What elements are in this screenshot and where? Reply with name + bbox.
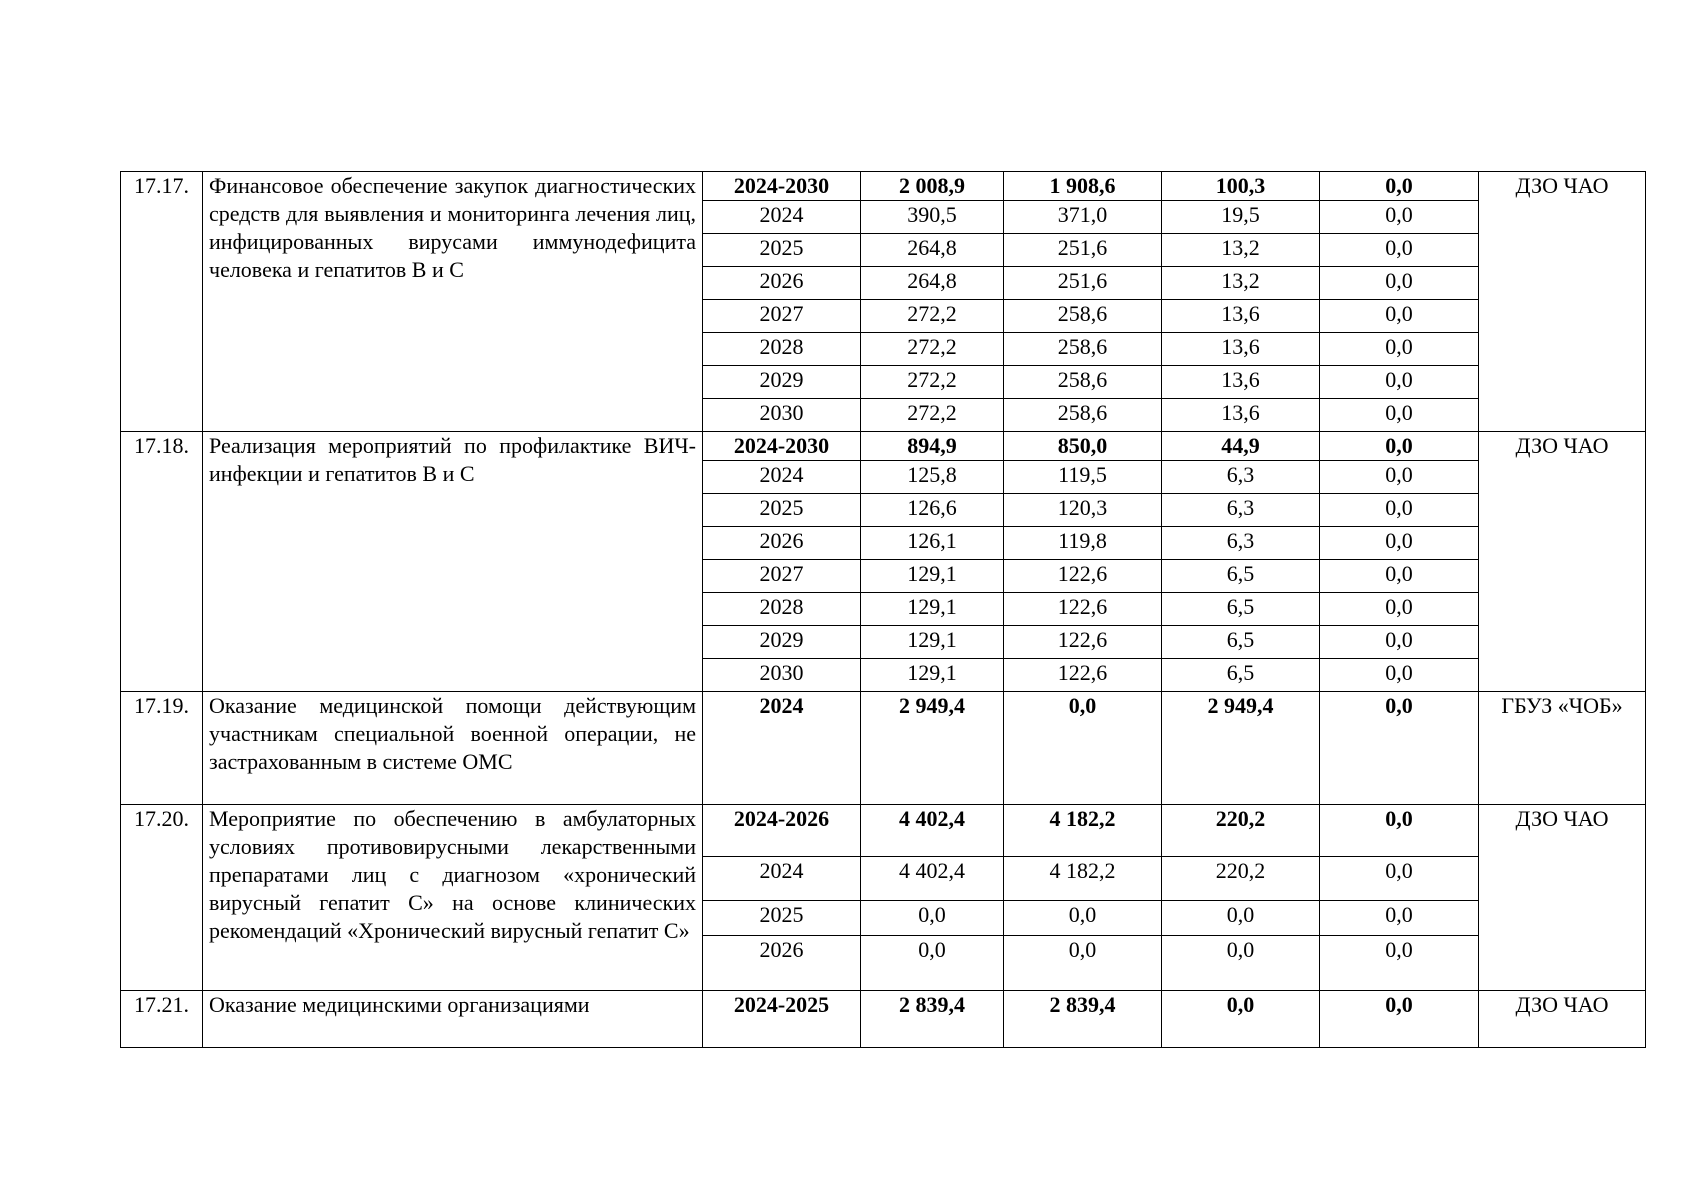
other-sources-cell: 0,0	[1320, 333, 1479, 366]
table-row	[121, 432, 1646, 461]
other-sources-cell: 0,0	[1320, 560, 1479, 593]
regional-budget-cell: 6,3	[1162, 527, 1320, 560]
other-sources-cell: 0,0	[1320, 805, 1479, 857]
regional-budget-cell: 6,3	[1162, 494, 1320, 527]
regional-budget-cell: 0,0	[1162, 936, 1320, 991]
total-amount-cell: 0,0	[861, 901, 1004, 936]
total-amount-cell: 264,8	[861, 234, 1004, 267]
other-sources-cell: 0,0	[1320, 461, 1479, 494]
period-cell: 2025	[703, 901, 861, 936]
total-amount-cell: 0,0	[861, 936, 1004, 991]
other-sources-cell: 0,0	[1320, 366, 1479, 399]
district-budget-cell: 371,0	[1004, 201, 1162, 234]
period-cell: 2029	[703, 366, 861, 399]
period-cell: 2026	[703, 527, 861, 560]
other-sources-cell: 0,0	[1320, 857, 1479, 901]
other-sources-cell: 0,0	[1320, 267, 1479, 300]
district-budget-cell: 122,6	[1004, 593, 1162, 626]
period-cell: 2030	[703, 399, 861, 432]
other-sources-cell: 0,0	[1320, 234, 1479, 267]
regional-budget-cell: 13,6	[1162, 366, 1320, 399]
district-budget-cell: 119,5	[1004, 461, 1162, 494]
regional-budget-cell: 13,6	[1162, 333, 1320, 366]
period-cell: 2028	[703, 593, 861, 626]
other-sources-cell: 0,0	[1320, 527, 1479, 560]
regional-budget-cell: 0,0	[1162, 901, 1320, 936]
table-row	[121, 692, 1646, 805]
district-budget-cell: 122,6	[1004, 560, 1162, 593]
total-amount-cell: 126,1	[861, 527, 1004, 560]
district-budget-cell: 4 182,2	[1004, 857, 1162, 901]
item-number: 17.21.	[121, 991, 203, 1048]
period-cell: 2025	[703, 234, 861, 267]
item-description: Оказание медицинскими организациями	[203, 991, 703, 1048]
item-description: Реализация мероприятий по профилактике ВИЧ-инфекции и гепатитов В и С	[203, 432, 703, 692]
table-body	[121, 172, 1646, 1048]
regional-budget-cell: 220,2	[1162, 857, 1320, 901]
total-amount-cell: 129,1	[861, 593, 1004, 626]
district-budget-cell: 258,6	[1004, 333, 1162, 366]
total-amount-cell: 129,1	[861, 626, 1004, 659]
regional-budget-cell: 13,6	[1162, 399, 1320, 432]
item-number: 17.17.	[121, 172, 203, 432]
item-number: 17.20.	[121, 805, 203, 991]
total-amount-cell: 2 839,4	[861, 991, 1004, 1048]
item-number: 17.18.	[121, 432, 203, 692]
other-sources-cell: 0,0	[1320, 626, 1479, 659]
total-amount-cell: 272,2	[861, 333, 1004, 366]
period-cell: 2024	[703, 692, 861, 805]
executor-cell: ДЗО ЧАО	[1479, 991, 1646, 1048]
district-budget-cell: 119,8	[1004, 527, 1162, 560]
total-amount-cell: 129,1	[861, 659, 1004, 692]
total-amount-cell: 2 008,9	[861, 172, 1004, 201]
executor-cell: ДЗО ЧАО	[1479, 172, 1646, 432]
district-budget-cell: 251,6	[1004, 234, 1162, 267]
district-budget-cell: 122,6	[1004, 626, 1162, 659]
total-amount-cell: 272,2	[861, 366, 1004, 399]
period-cell: 2025	[703, 494, 861, 527]
other-sources-cell: 0,0	[1320, 399, 1479, 432]
district-budget-cell: 4 182,2	[1004, 805, 1162, 857]
period-cell: 2024	[703, 461, 861, 494]
district-budget-cell: 120,3	[1004, 494, 1162, 527]
district-budget-cell: 850,0	[1004, 432, 1162, 461]
other-sources-cell: 0,0	[1320, 593, 1479, 626]
funding-table	[120, 171, 1646, 1048]
other-sources-cell: 0,0	[1320, 300, 1479, 333]
period-cell: 2028	[703, 333, 861, 366]
district-budget-cell: 258,6	[1004, 399, 1162, 432]
district-budget-cell: 251,6	[1004, 267, 1162, 300]
other-sources-cell: 0,0	[1320, 692, 1479, 805]
regional-budget-cell: 100,3	[1162, 172, 1320, 201]
district-budget-cell: 258,6	[1004, 366, 1162, 399]
regional-budget-cell: 19,5	[1162, 201, 1320, 234]
regional-budget-cell: 6,5	[1162, 593, 1320, 626]
district-budget-cell: 258,6	[1004, 300, 1162, 333]
period-cell: 2024-2030	[703, 432, 861, 461]
district-budget-cell: 122,6	[1004, 659, 1162, 692]
total-amount-cell: 272,2	[861, 300, 1004, 333]
total-amount-cell: 4 402,4	[861, 805, 1004, 857]
total-amount-cell: 390,5	[861, 201, 1004, 234]
executor-cell: ГБУЗ «ЧОБ»	[1479, 692, 1646, 805]
executor-cell: ДЗО ЧАО	[1479, 432, 1646, 692]
other-sources-cell: 0,0	[1320, 901, 1479, 936]
period-cell: 2027	[703, 300, 861, 333]
item-number: 17.19.	[121, 692, 203, 805]
other-sources-cell: 0,0	[1320, 201, 1479, 234]
table-row	[121, 805, 1646, 857]
other-sources-cell: 0,0	[1320, 494, 1479, 527]
other-sources-cell: 0,0	[1320, 432, 1479, 461]
total-amount-cell: 272,2	[861, 399, 1004, 432]
period-cell: 2024-2030	[703, 172, 861, 201]
item-description: Финансовое обеспечение закупок диагностических средств для выявления и мониторинга лечения лиц, инфицированных вирусами иммунодефицита человека и гепатитов В и С	[203, 172, 703, 432]
other-sources-cell: 0,0	[1320, 936, 1479, 991]
table-row	[121, 991, 1646, 1048]
regional-budget-cell: 2 949,4	[1162, 692, 1320, 805]
regional-budget-cell: 13,2	[1162, 267, 1320, 300]
period-cell: 2030	[703, 659, 861, 692]
district-budget-cell: 2 839,4	[1004, 991, 1162, 1048]
regional-budget-cell: 13,6	[1162, 300, 1320, 333]
total-amount-cell: 894,9	[861, 432, 1004, 461]
executor-cell: ДЗО ЧАО	[1479, 805, 1646, 991]
regional-budget-cell: 44,9	[1162, 432, 1320, 461]
total-amount-cell: 264,8	[861, 267, 1004, 300]
other-sources-cell: 0,0	[1320, 172, 1479, 201]
regional-budget-cell: 6,3	[1162, 461, 1320, 494]
period-cell: 2026	[703, 936, 861, 991]
other-sources-cell: 0,0	[1320, 991, 1479, 1048]
period-cell: 2026	[703, 267, 861, 300]
district-budget-cell: 0,0	[1004, 936, 1162, 991]
total-amount-cell: 4 402,4	[861, 857, 1004, 901]
period-cell: 2024-2026	[703, 805, 861, 857]
district-budget-cell: 0,0	[1004, 692, 1162, 805]
period-cell: 2024-2025	[703, 991, 861, 1048]
district-budget-cell: 1 908,6	[1004, 172, 1162, 201]
total-amount-cell: 126,6	[861, 494, 1004, 527]
item-description: Мероприятие по обеспечению в амбулаторных условиях противовирусными лекарственными препаратами лиц с диагнозом «хронический вирусный гепатит С» на основе клинических рекомендаций «Хронический вирусный гепатит С»	[203, 805, 703, 991]
regional-budget-cell: 13,2	[1162, 234, 1320, 267]
regional-budget-cell: 220,2	[1162, 805, 1320, 857]
period-cell: 2024	[703, 857, 861, 901]
regional-budget-cell: 6,5	[1162, 659, 1320, 692]
total-amount-cell: 2 949,4	[861, 692, 1004, 805]
item-description: Оказание медицинской помощи действующим участникам специальной военной операции, не застрахованным в системе ОМС	[203, 692, 703, 805]
total-amount-cell: 125,8	[861, 461, 1004, 494]
regional-budget-cell: 6,5	[1162, 626, 1320, 659]
total-amount-cell: 129,1	[861, 560, 1004, 593]
period-cell: 2024	[703, 201, 861, 234]
regional-budget-cell: 0,0	[1162, 991, 1320, 1048]
district-budget-cell: 0,0	[1004, 901, 1162, 936]
table-row	[121, 172, 1646, 201]
period-cell: 2027	[703, 560, 861, 593]
other-sources-cell: 0,0	[1320, 659, 1479, 692]
period-cell: 2029	[703, 626, 861, 659]
regional-budget-cell: 6,5	[1162, 560, 1320, 593]
